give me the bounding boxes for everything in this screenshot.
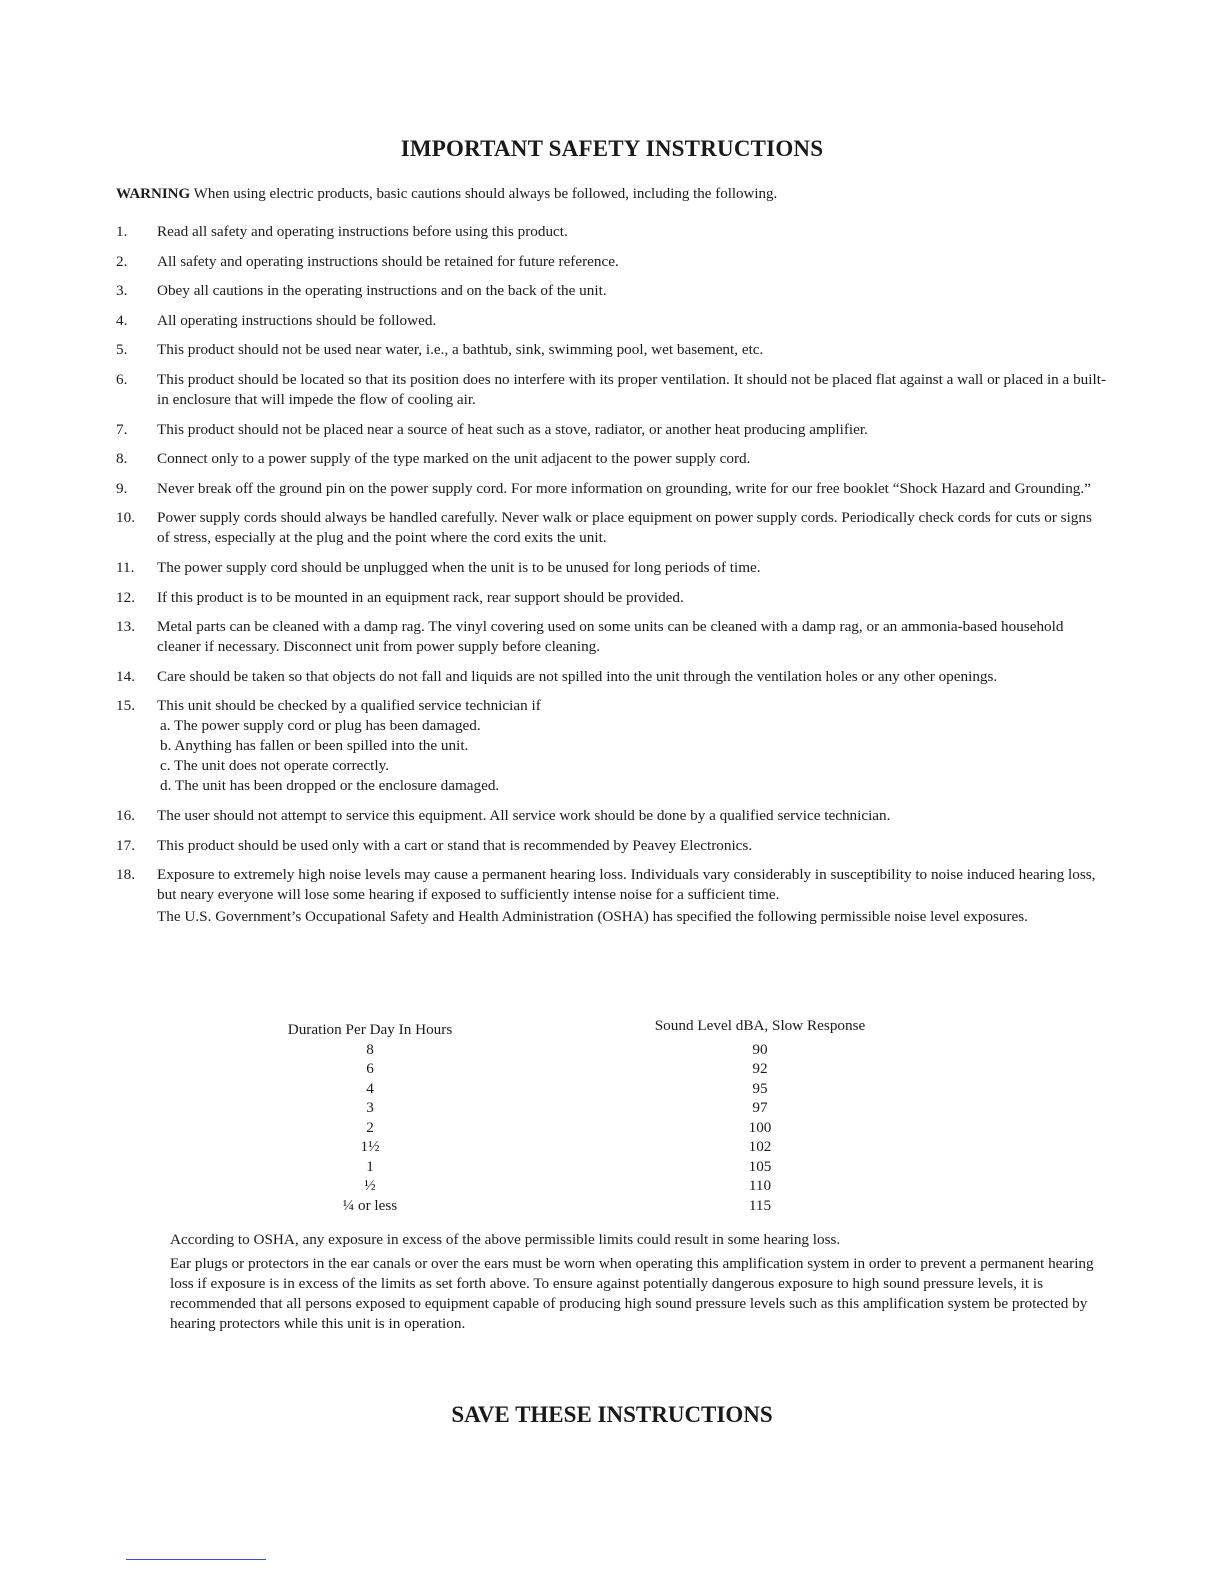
list-item [116, 667, 1106, 687]
dba-cell: 105 [748, 1157, 772, 1175]
item-text: This product should be used only with a cart or stand that is recommended by Peavey Electronics. [157, 836, 753, 854]
item-text: The power supply cord should be unplugged when the unit is to be unused for long periods of time. [157, 558, 761, 576]
instruction-list [116, 222, 1106, 937]
item-text: Obey all cautions in the operating instructions and on the back of the unit. [157, 282, 607, 300]
dba-cell: 100 [748, 1118, 772, 1136]
item-text: Connect only to a power supply of the type marked on the unit adjacent to the power supply cord. [157, 450, 751, 468]
list-item [116, 449, 1106, 469]
table-row [230, 1196, 1030, 1216]
item-text: This product should not be placed near a source of heat such as a stove, radiator, or another heat producing amplifier. [157, 420, 868, 438]
page-title: IMPORTANT SAFETY INSTRUCTIONS [400, 136, 824, 161]
save-instructions-title: SAVE THESE INSTRUCTIONS [451, 1402, 773, 1427]
item-text: Metal parts can be cleaned with a damp rag. The vinyl covering used on some units can be cleaned with a damp rag, or an ammonia-based household cleaner if necessary. Disconnect unit from power supply before cleaning. [157, 618, 1064, 656]
item-number: 4. [116, 311, 128, 329]
item-number: 14. [116, 667, 135, 685]
item-text: Power supply cords should always be handled carefully. Never walk or place equipment on power supply cords. Periodically check cords for cuts or signs of stress, especially at the plug and the point where the cord exits the unit. [157, 509, 1092, 547]
dba-cell: 95 [752, 1079, 768, 1097]
column-header-duration: Duration Per Day In Hours [287, 1021, 453, 1038]
hours-cell: 1 [366, 1157, 374, 1175]
list-item [116, 617, 1106, 657]
dba-cell: 102 [748, 1138, 772, 1155]
item-number: 11. [116, 558, 135, 576]
warning-line [116, 186, 1116, 203]
table-row [230, 1098, 1030, 1118]
item-number: 3. [116, 282, 128, 300]
hours-cell: 4 [366, 1079, 374, 1097]
hours-cell: ½ [364, 1177, 376, 1194]
table-header [230, 1016, 1030, 1040]
list-item [116, 806, 1106, 826]
table-row [230, 1079, 1030, 1099]
sub-list [157, 716, 1106, 796]
sub-item: d. The unit has been dropped or the enclosure damaged. [160, 777, 500, 795]
list-item [116, 281, 1106, 301]
table-row [230, 1040, 1030, 1060]
item-text: All operating instructions should be followed. [157, 311, 437, 329]
item-text: The user should not attempt to service this equipment. All service work should be done by a qualified service technician. [157, 806, 891, 824]
list-item [116, 479, 1106, 499]
sub-item: a. The power supply cord or plug has been damaged. [160, 717, 481, 735]
hours-cell: 2 [366, 1118, 374, 1136]
table-row [230, 1176, 1030, 1196]
item-body [157, 865, 1106, 927]
ear-plugs-paragraph: Ear plugs or protectors in the ear canals or over the ears must be worn when operating this amplification system in order to prevent a permanent hearing loss if exposure is in excess of the limits as set forth above. To ensure against potentially dangerous exposure to high sound pressure levels, it is recommended that all persons exposed to equipment capable of producing high sound pressure levels such as this amplification system be protected by hearing protectors while this unit is in operation. [170, 1255, 1094, 1332]
item-text: This product should not be used near water, i.e., a bathtub, sink, swimming pool, wet basement, etc. [157, 341, 764, 359]
hours-cell: ¼ or less [342, 1196, 398, 1214]
list-item [116, 696, 1106, 796]
hours-cell: 8 [366, 1040, 374, 1058]
osha-limits-paragraph: According to OSHA, any exposure in excess of the above permissible limits could result in some hearing loss. [170, 1231, 841, 1248]
osha-paragraph: The U.S. Government’s Occupational Safety and Health Administration (OSHA) has specified the following permissible noise level exposures. [157, 908, 1028, 926]
list-item [116, 311, 1106, 331]
hours-cell: 3 [366, 1099, 374, 1116]
hours-cell: 6 [366, 1060, 374, 1077]
item-number: 16. [116, 806, 135, 824]
item-number: 1. [116, 223, 128, 240]
item-text: This unit should be checked by a qualified service technician if [157, 697, 541, 715]
footnote-divider [126, 1559, 266, 1560]
list-item [116, 836, 1106, 856]
warning-text: When using electric products, basic cautions should always be followed, including the following. [193, 186, 778, 202]
dba-cell: 90 [752, 1040, 768, 1058]
list-item [116, 558, 1106, 578]
list-item [116, 252, 1106, 272]
dba-cell: 115 [748, 1196, 772, 1214]
item-number: 17. [116, 836, 135, 854]
item-text: If this product is to be mounted in an equipment rack, rear support should be provided. [157, 588, 684, 606]
dba-cell: 110 [748, 1177, 772, 1194]
table-row [230, 1059, 1030, 1079]
sub-item: b. Anything has fallen or been spilled into the unit. [160, 737, 469, 755]
item-number: 5. [116, 341, 128, 359]
dba-cell: 92 [752, 1060, 768, 1077]
item-number: 9. [116, 479, 128, 497]
item-number: 12. [116, 588, 135, 606]
item-text: This product should be located so that its position does no interfere with its proper ventilation. It should not be placed flat against a wall or placed in a built-in enclosure that will impede the flow of cooling air. [157, 370, 1106, 408]
column-header-sound-level: Sound Level dBA, Slow Response [654, 1017, 866, 1034]
list-item [116, 420, 1106, 440]
list-item [116, 222, 1106, 242]
item-number: 2. [116, 252, 128, 270]
list-item [116, 588, 1106, 608]
item-number: 8. [116, 450, 128, 468]
table-row [230, 1118, 1030, 1138]
item-number: 18. [116, 866, 135, 884]
item-text: Care should be taken so that objects do not fall and liquids are not spilled into the unit through the ventilation holes or any other openings. [157, 667, 998, 685]
dba-cell: 97 [752, 1099, 768, 1116]
item-number: 7. [116, 420, 128, 438]
item-text: Never break off the ground pin on the power supply cord. For more information on grounding, write for our free booklet “Shock Hazard and Grounding.” [157, 479, 1091, 497]
item-text: Exposure to extremely high noise levels may cause a permanent hearing loss. Individuals vary considerably in susceptibility to noise induced hearing loss, but neary everyone will lose some hearing if exposed to sufficiently intense noise for a sufficient time. [157, 866, 1096, 904]
osha-noise-table [230, 1016, 1030, 1215]
list-item [116, 865, 1106, 927]
item-number: 13. [116, 618, 135, 636]
sub-item: c. The unit does not operate correctly. [160, 757, 389, 775]
item-number: 15. [116, 697, 135, 715]
table-row [230, 1137, 1030, 1157]
item-body [157, 696, 1106, 796]
hearing-protection-text [170, 1230, 1115, 1338]
list-item [116, 508, 1106, 548]
item-number: 10. [116, 509, 135, 527]
item-number: 6. [116, 370, 128, 388]
hours-cell: 1½ [360, 1138, 380, 1155]
warning-label: WARNING [116, 186, 191, 202]
list-item [116, 370, 1106, 410]
item-text: Read all safety and operating instructions before using this product. [157, 223, 568, 240]
list-item [116, 340, 1106, 360]
item-text: All safety and operating instructions should be retained for future reference. [157, 252, 619, 270]
table-row [230, 1157, 1030, 1177]
